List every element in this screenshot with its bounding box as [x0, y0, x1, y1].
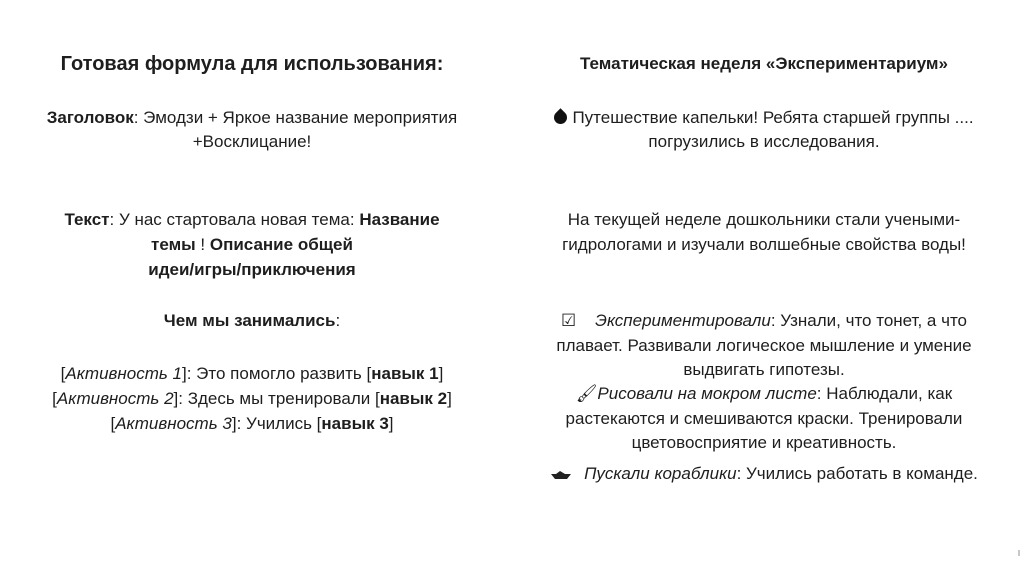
example-intro-text: Путешествие капельки! Ребята старшей группы .... — [572, 108, 974, 127]
heading-formula-line-2: +Восклицание! — [192, 132, 312, 151]
activity-name-3: Активность 3 — [115, 414, 232, 433]
template-title: Готовая формула для использования: — [60, 53, 444, 75]
experiments-line — [516, 309, 1012, 333]
bracket: ] — [447, 389, 452, 408]
drawing-text: : Наблюдали, как — [816, 384, 953, 403]
activity-name-2: Активность 2 — [56, 389, 174, 408]
text-formula-line-2 — [10, 233, 494, 257]
paintbrush-icon: 🖌 — [575, 384, 598, 403]
skill-1: навык 1 — [371, 364, 439, 383]
bracket: ] — [388, 414, 394, 433]
heading-formula-text: : Эмодзи + Яркое название мероприятия — [133, 108, 458, 127]
activity-line-2 — [10, 387, 494, 411]
skill-3: навык 3 — [321, 414, 389, 433]
boat-icon — [550, 470, 572, 480]
text-formula-plain-2: ! — [195, 235, 210, 254]
drawing-line-2: растекаются и смешиваются краски. Тренировали — [565, 409, 963, 428]
activity-line-1 — [10, 362, 494, 386]
heading-label: Заголовок — [46, 108, 134, 127]
activity-text-2: ]: Здесь мы тренировали [ — [173, 389, 380, 408]
experiments-line-2: плавает. Развивали логическое мышление и умение — [556, 336, 972, 355]
experiments-text: : Узнали, что тонет, а что — [770, 311, 967, 330]
heading-formula-line — [10, 106, 494, 130]
bracket: [ — [52, 389, 57, 408]
skill-2: навык 2 — [379, 389, 448, 408]
bracket: [ — [110, 414, 116, 433]
bracket: [ — [60, 364, 66, 383]
text-label: Текст — [64, 210, 110, 229]
example-intro-line — [516, 106, 1012, 130]
experiments-line-3: выдвигать гипотезы. — [683, 360, 845, 379]
boats-text: : Учились работать в команде. — [736, 464, 978, 483]
activity-text-1: ]: Это помогло развить [ — [182, 364, 372, 383]
activity-name-1: Активность 1 — [65, 364, 183, 383]
example-title: Тематическая неделя «Экспериментариум» — [580, 54, 948, 73]
activity-text-3: ]: Учились [ — [231, 414, 322, 433]
drawing-line — [516, 382, 1012, 406]
bracket: ] — [438, 364, 444, 383]
drawing-line-3: цветовосприятие и креативность. — [631, 433, 897, 452]
checkbox-icon: ☑ — [561, 311, 577, 330]
activities-heading — [10, 309, 494, 333]
slide-edge-mark — [1018, 550, 1020, 556]
experiments-label: Экспериментировали — [595, 311, 771, 330]
text-formula-line — [10, 208, 494, 232]
drawing-label: Рисовали на мокром листе — [597, 384, 817, 403]
text-formula-bold-2: темы — [151, 235, 196, 254]
activities-label: Чем мы занимались — [163, 311, 336, 330]
activities-colon: : — [335, 311, 341, 330]
water-drop-icon — [552, 108, 570, 126]
text-formula-part: : У нас стартовала новая тема: — [109, 210, 360, 229]
boats-line — [516, 462, 1012, 486]
example-intro-line-2: погрузились в исследования. — [648, 132, 880, 151]
text-formula-line-3: идеи/игры/приключения — [148, 260, 356, 279]
text-formula-bold: Название — [359, 210, 440, 229]
text-formula-bold-3: Описание общей — [209, 235, 353, 254]
boats-label: Пускали кораблики — [584, 464, 737, 483]
activity-line-3 — [10, 412, 494, 436]
example-para-line: На текущей неделе дошкольники стали учеными- — [567, 210, 961, 229]
example-para-line-2: гидрологами и изучали волшебные свойства воды! — [562, 235, 966, 254]
